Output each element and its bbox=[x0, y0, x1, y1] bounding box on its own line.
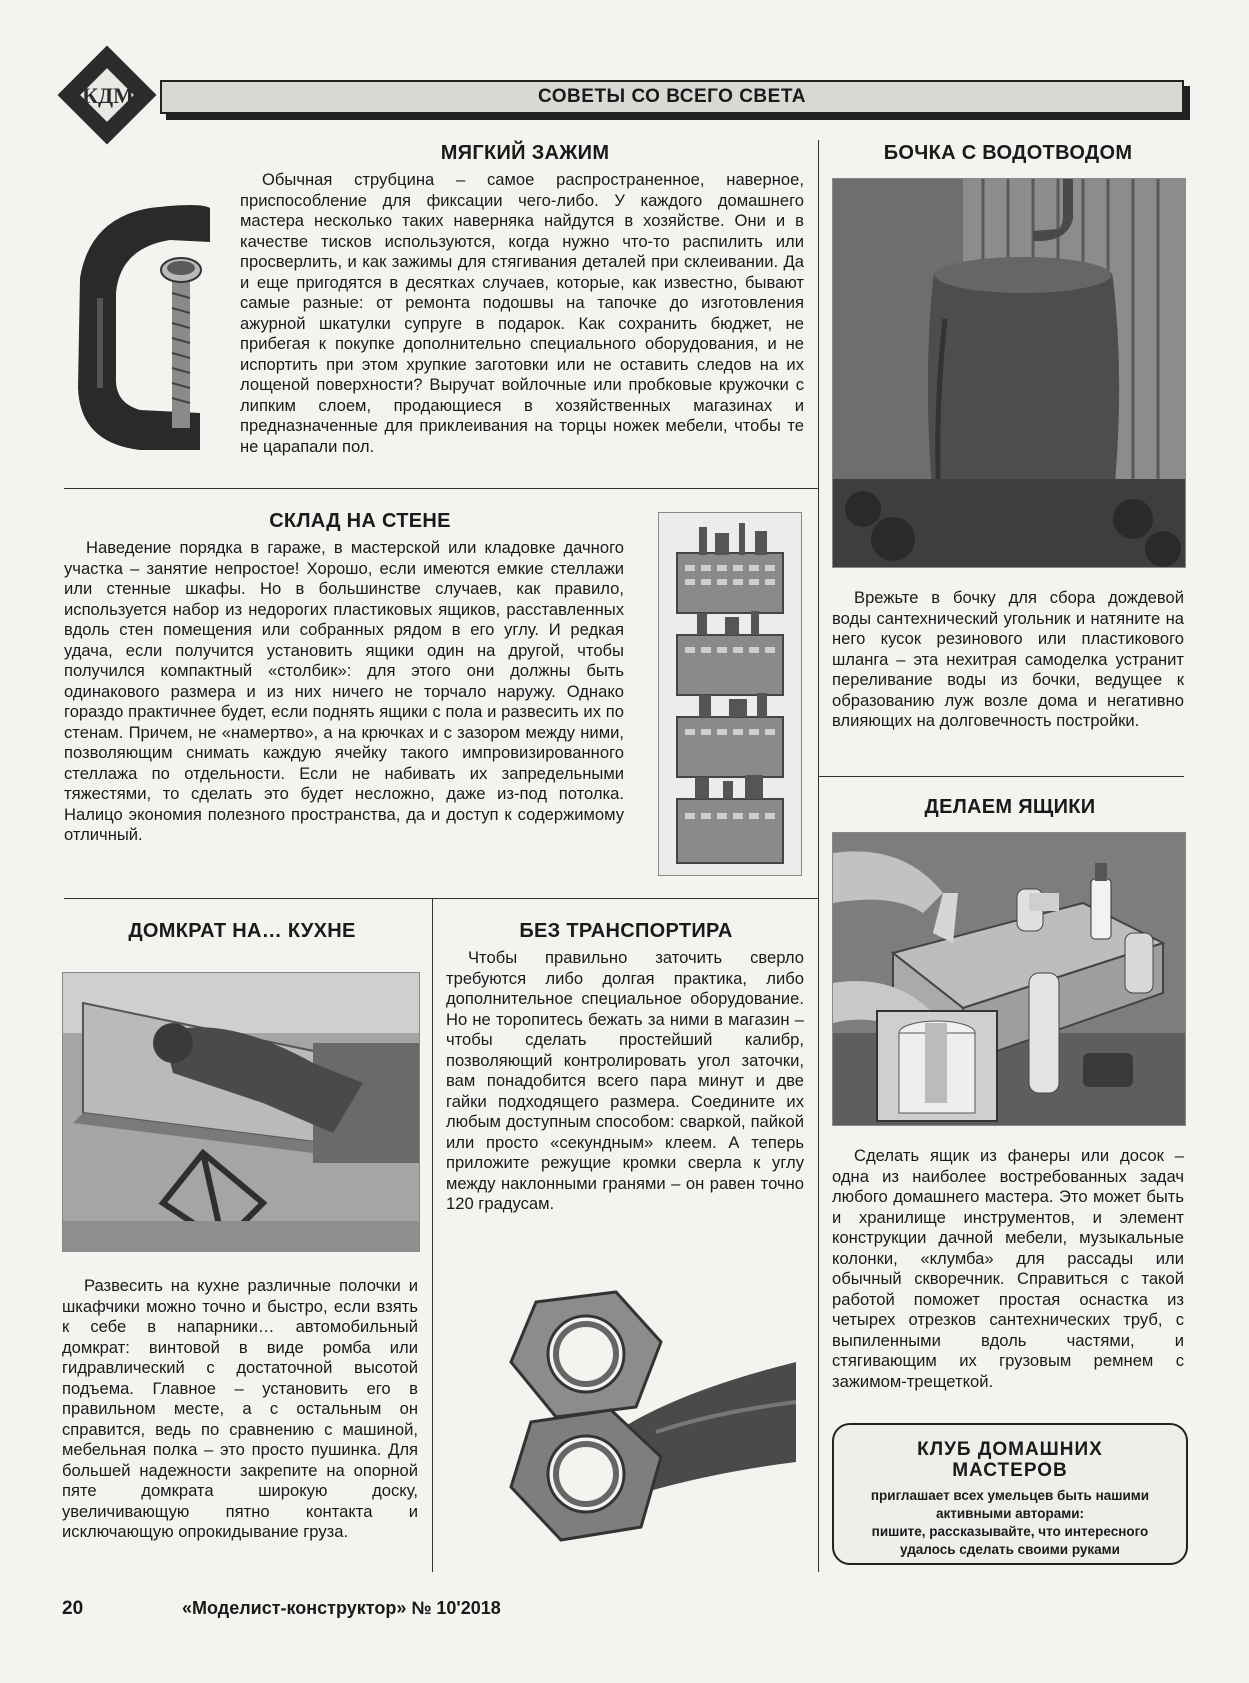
magazine-issue: «Моделист-конструктор» № 10'2018 bbox=[182, 1598, 501, 1618]
article-title-wall-storage: СКЛАД НА СТЕНЕ bbox=[269, 510, 451, 532]
article-text-jack: Развесить на кухне различные полочки и шкафчики можно точно и быстро, если взять к себе в напарники… автомобильный домкрат: винтовой в виде ромба или гидравлический с достаточной высотой подъема. Главное – установить его в правильном месте, а с остальным он справится, ведь по сравнению с машиной, мебельная полка – это просто пушинка. Для большей надежности закрепите на опорной пяте домкрата широкую доску, увеличивающую пятно контакта и исключающую опрокидывание груза. bbox=[62, 1276, 418, 1541]
article-text-protractor: Чтобы правильно заточить сверло требуются либо долгая практика, либо дополнительное специальное оборудование. Но не торопитесь бежать за ними в магазин – чтобы сделать простейший калибр, позволяющий контролировать угол заточки, вам понадобится всего пара минут и две гайки подходящего размера. Соедините их любым доступным способом: сваркой, пайкой или просто «секундным» клеем. А теперь приложите режущие кромки сверла к углу между наклонными гранями – он равен точно 120 градусам. bbox=[446, 948, 804, 1213]
column-divider-bottom bbox=[432, 898, 433, 1572]
club-title-line1: КЛУБ ДОМАШНИХ bbox=[917, 1439, 1103, 1460]
article-title-soft-clamp: МЯГКИЙ ЗАЖИМ bbox=[440, 142, 610, 164]
article-text-soft-clamp: Обычная струбцина – самое распространенное, наверное, приспособление для фиксации чего-либо. У каждого домашнего мастера несколько таких наверняка найдутся в хозяйстве. Они и в качестве тисков используются, когда нужно что-то распилить или просверлить, и как зажимы для стягивания деталей при склеивании. Да и еще пригодятся в десятках случаев, которые, как известно, бывают самые разные: от ремонта подошвы на тапочке до изготовления ажурной шкатулки супруге в подарок. Как сохранить бюджет, не прибегая к покупке дополнительно специального оборудования, и не испортить при этом хрупкие заготовки или не оставить следов на их лощеной поверхности? Выручат войлочные или пробковые кружочки с липким слоем, продающиеся в хозяйственных магазинах и предназначенные для приклеивания на торцы ножек мебели, чтобы те не царапали пол. bbox=[240, 170, 804, 456]
club-sub-line4: удалось сделать своими руками bbox=[900, 1542, 1120, 1557]
club-announcement bbox=[832, 1423, 1188, 1565]
club-sub-line1: приглашает всех умельцев быть нашими bbox=[870, 1488, 1150, 1503]
nuts-drill-photo bbox=[496, 1282, 796, 1554]
divider-storage-bottom bbox=[64, 898, 818, 899]
divider-barrel-boxes bbox=[818, 776, 1184, 777]
clamp-photo bbox=[60, 198, 230, 460]
article-title-protractor: БЕЗ ТРАНСПОРТИРА bbox=[519, 920, 733, 942]
club-sub-line2: активными авторами: bbox=[935, 1506, 1085, 1521]
magazine-logo: КДМ bbox=[82, 83, 134, 108]
section-title: СОВЕТЫ СО ВСЕГО СВЕТА bbox=[538, 86, 806, 107]
section-header bbox=[160, 80, 1184, 114]
column-divider-right-lower bbox=[818, 776, 819, 1572]
storage-crates-photo bbox=[658, 512, 802, 876]
boxes-photo bbox=[832, 832, 1186, 1126]
article-title-boxes: ДЕЛАЕМ ЯЩИКИ bbox=[924, 796, 1096, 818]
jack-photo bbox=[62, 972, 420, 1252]
article-text-barrel: Врежьте в бочку для сбора дождевой воды сантехнический угольник и натяните на него кусок резинового или пластикового шланга – эта нехитрая самоделка устранит переливание воды из бочки, ведущее к образованию луж возле дома и негативно влияющих на долговечность постройки. bbox=[832, 588, 1184, 730]
divider-clamp-storage bbox=[64, 488, 818, 489]
club-sub-line3: пишите, рассказывайте, что интересного bbox=[871, 1524, 1149, 1539]
article-text-boxes: Сделать ящик из фанеры или досок – одна из наиболее востребованных задач любого домашнего мастера. Это может быть и хранилище инструментов, и элемент конструкции дачной мебели, музыкальные колонки, «клумба» для рассады или обычный скворечник. Справиться с такой работой поможет простая оснастка из четырех отрезков сантехнических труб, с выпиленными вдоль частями, и стягивающим их грузовым ремнем с зажимом-трещеткой. bbox=[832, 1146, 1184, 1391]
column-divider-right bbox=[818, 140, 819, 780]
page-number: 20 bbox=[62, 1598, 84, 1619]
barrel-photo bbox=[832, 178, 1186, 568]
article-title-jack: ДОМКРАТ НА… КУХНЕ bbox=[128, 920, 356, 942]
club-title-line2: МАСТЕРОВ bbox=[952, 1460, 1068, 1481]
article-text-wall-storage: Наведение порядка в гараже, в мастерской или кладовке дачного участка – занятие непростое! Хорошо, если имеются емкие стеллажи или стенные шкафы. Но в большинстве случаев, как правило, используется набор из недорогих пластиковых ящиков, расставленных вдоль стен помещения или собранных рядом в его углу. И редкая удача, если получится установить ящики один на другой, чтобы получился компактный «столбик»: для этого они должны быть одинакового размера и из них ничего не торчало наружу. Однако гораздо практичнее будет, если поднять ящики с пола и развесить их по стенам. Причем, не «намертво», а на крючках и с зазором между ними, позволяющим снимать каждую ячейку такого импровизированного стеллажа по отдельности. Если не набивать их запредельными тяжестями, то сделать это будет несложно, даже из-под потолка. Налицо экономия полезного пространства, да и доступ к содержимому отличный. bbox=[64, 538, 624, 844]
article-title-barrel: БОЧКА С ВОДОТВОДОМ bbox=[883, 142, 1133, 164]
